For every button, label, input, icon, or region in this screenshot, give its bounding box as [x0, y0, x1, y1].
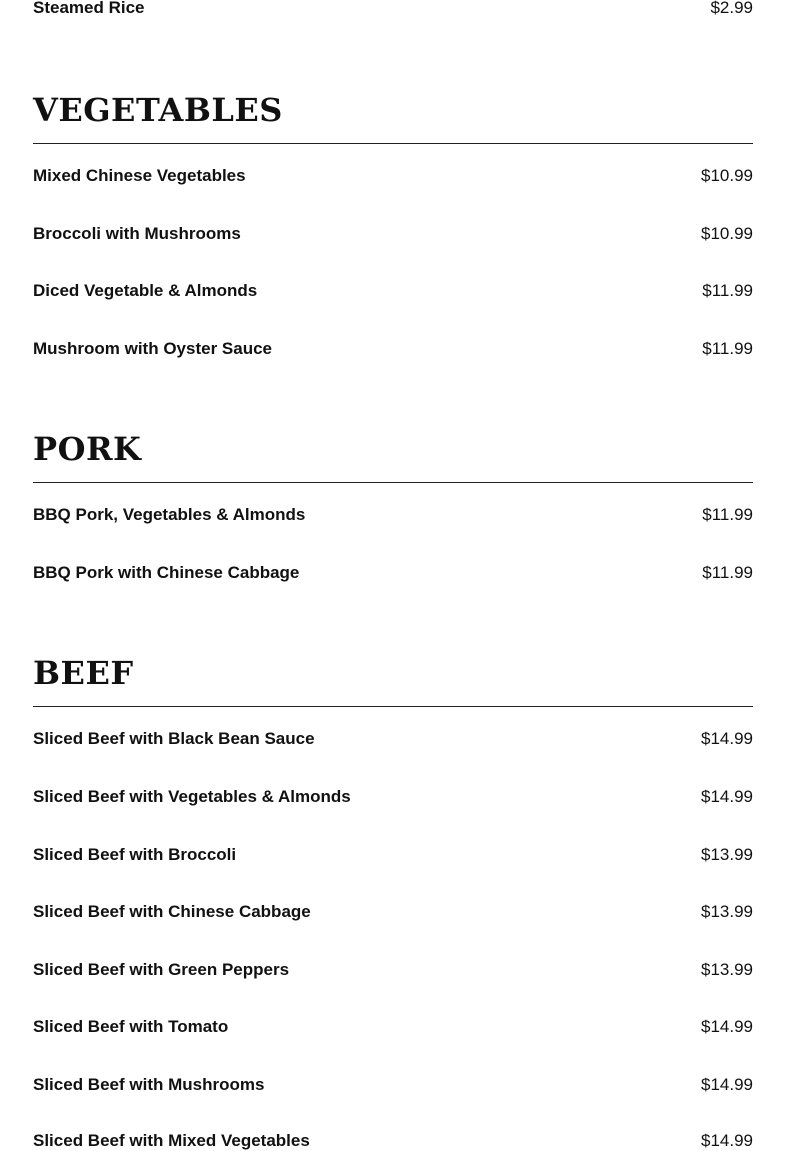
menu-item-name: Sliced Beef with Tomato [33, 1017, 229, 1036]
section-title-beef: BEEF [33, 654, 134, 692]
menu-item [33, 224, 753, 244]
menu-item-price: $14.99 [701, 1075, 753, 1094]
menu-item-name: Broccoli with Mushrooms [33, 224, 241, 243]
menu-item-price: $11.99 [702, 563, 753, 582]
menu-item-name: BBQ Pork with Chinese Cabbage [33, 563, 300, 582]
menu-item-price: $14.99 [701, 729, 753, 748]
section-divider [33, 482, 753, 483]
menu-item [33, 339, 753, 359]
menu-item [33, 505, 753, 525]
menu-item-name: Sliced Beef with Green Peppers [33, 960, 290, 979]
menu-item-price: $13.99 [701, 960, 753, 979]
menu-item-price: $14.99 [701, 787, 753, 806]
menu-item [33, 960, 753, 980]
menu-item-name: Sliced Beef with Mushrooms [33, 1075, 265, 1094]
menu-item [33, 787, 753, 807]
menu-item-name: BBQ Pork, Vegetables & Almonds [33, 505, 306, 524]
menu-item [33, 281, 753, 301]
menu-item-price: $13.99 [701, 845, 753, 864]
menu-item-name: Diced Vegetable & Almonds [33, 281, 258, 300]
menu-item [33, 729, 753, 749]
menu-item-name: Sliced Beef with Broccoli [33, 845, 237, 864]
menu-item [33, 0, 753, 18]
menu-item-name: Sliced Beef with Vegetables & Almonds [33, 787, 351, 806]
menu-item-name: Sliced Beef with Chinese Cabbage [33, 902, 311, 921]
menu-item [33, 1075, 753, 1095]
menu-item-name: Mushroom with Oyster Sauce [33, 339, 272, 358]
menu-item [33, 563, 753, 583]
menu-item-price: $11.99 [702, 339, 753, 358]
menu-item-price: $14.99 [701, 1017, 753, 1036]
section-divider [33, 706, 753, 707]
menu-item-price: $2.99 [710, 0, 753, 17]
section-title-pork: PORK [33, 430, 142, 468]
menu-item [33, 166, 753, 186]
menu-item-price: $10.99 [701, 166, 753, 185]
menu-item-name: Mixed Chinese Vegetables [33, 166, 246, 185]
menu-item-price: $13.99 [701, 902, 753, 921]
section-divider [33, 143, 753, 144]
menu-item [33, 1017, 753, 1037]
menu-item-name: Sliced Beef with Mixed Vegetables [33, 1131, 310, 1150]
menu-item-price: $11.99 [702, 505, 753, 524]
menu-item-price: $14.99 [701, 1131, 753, 1150]
menu-item-price: $10.99 [701, 224, 753, 243]
section-title-vegetables: VEGETABLES [33, 91, 283, 129]
menu-item-name: Steamed Rice [33, 0, 145, 17]
menu-item [33, 1131, 753, 1151]
menu-item [33, 902, 753, 922]
menu-item-name: Sliced Beef with Black Bean Sauce [33, 729, 315, 748]
menu-item [33, 845, 753, 865]
menu-item-price: $11.99 [702, 281, 753, 300]
